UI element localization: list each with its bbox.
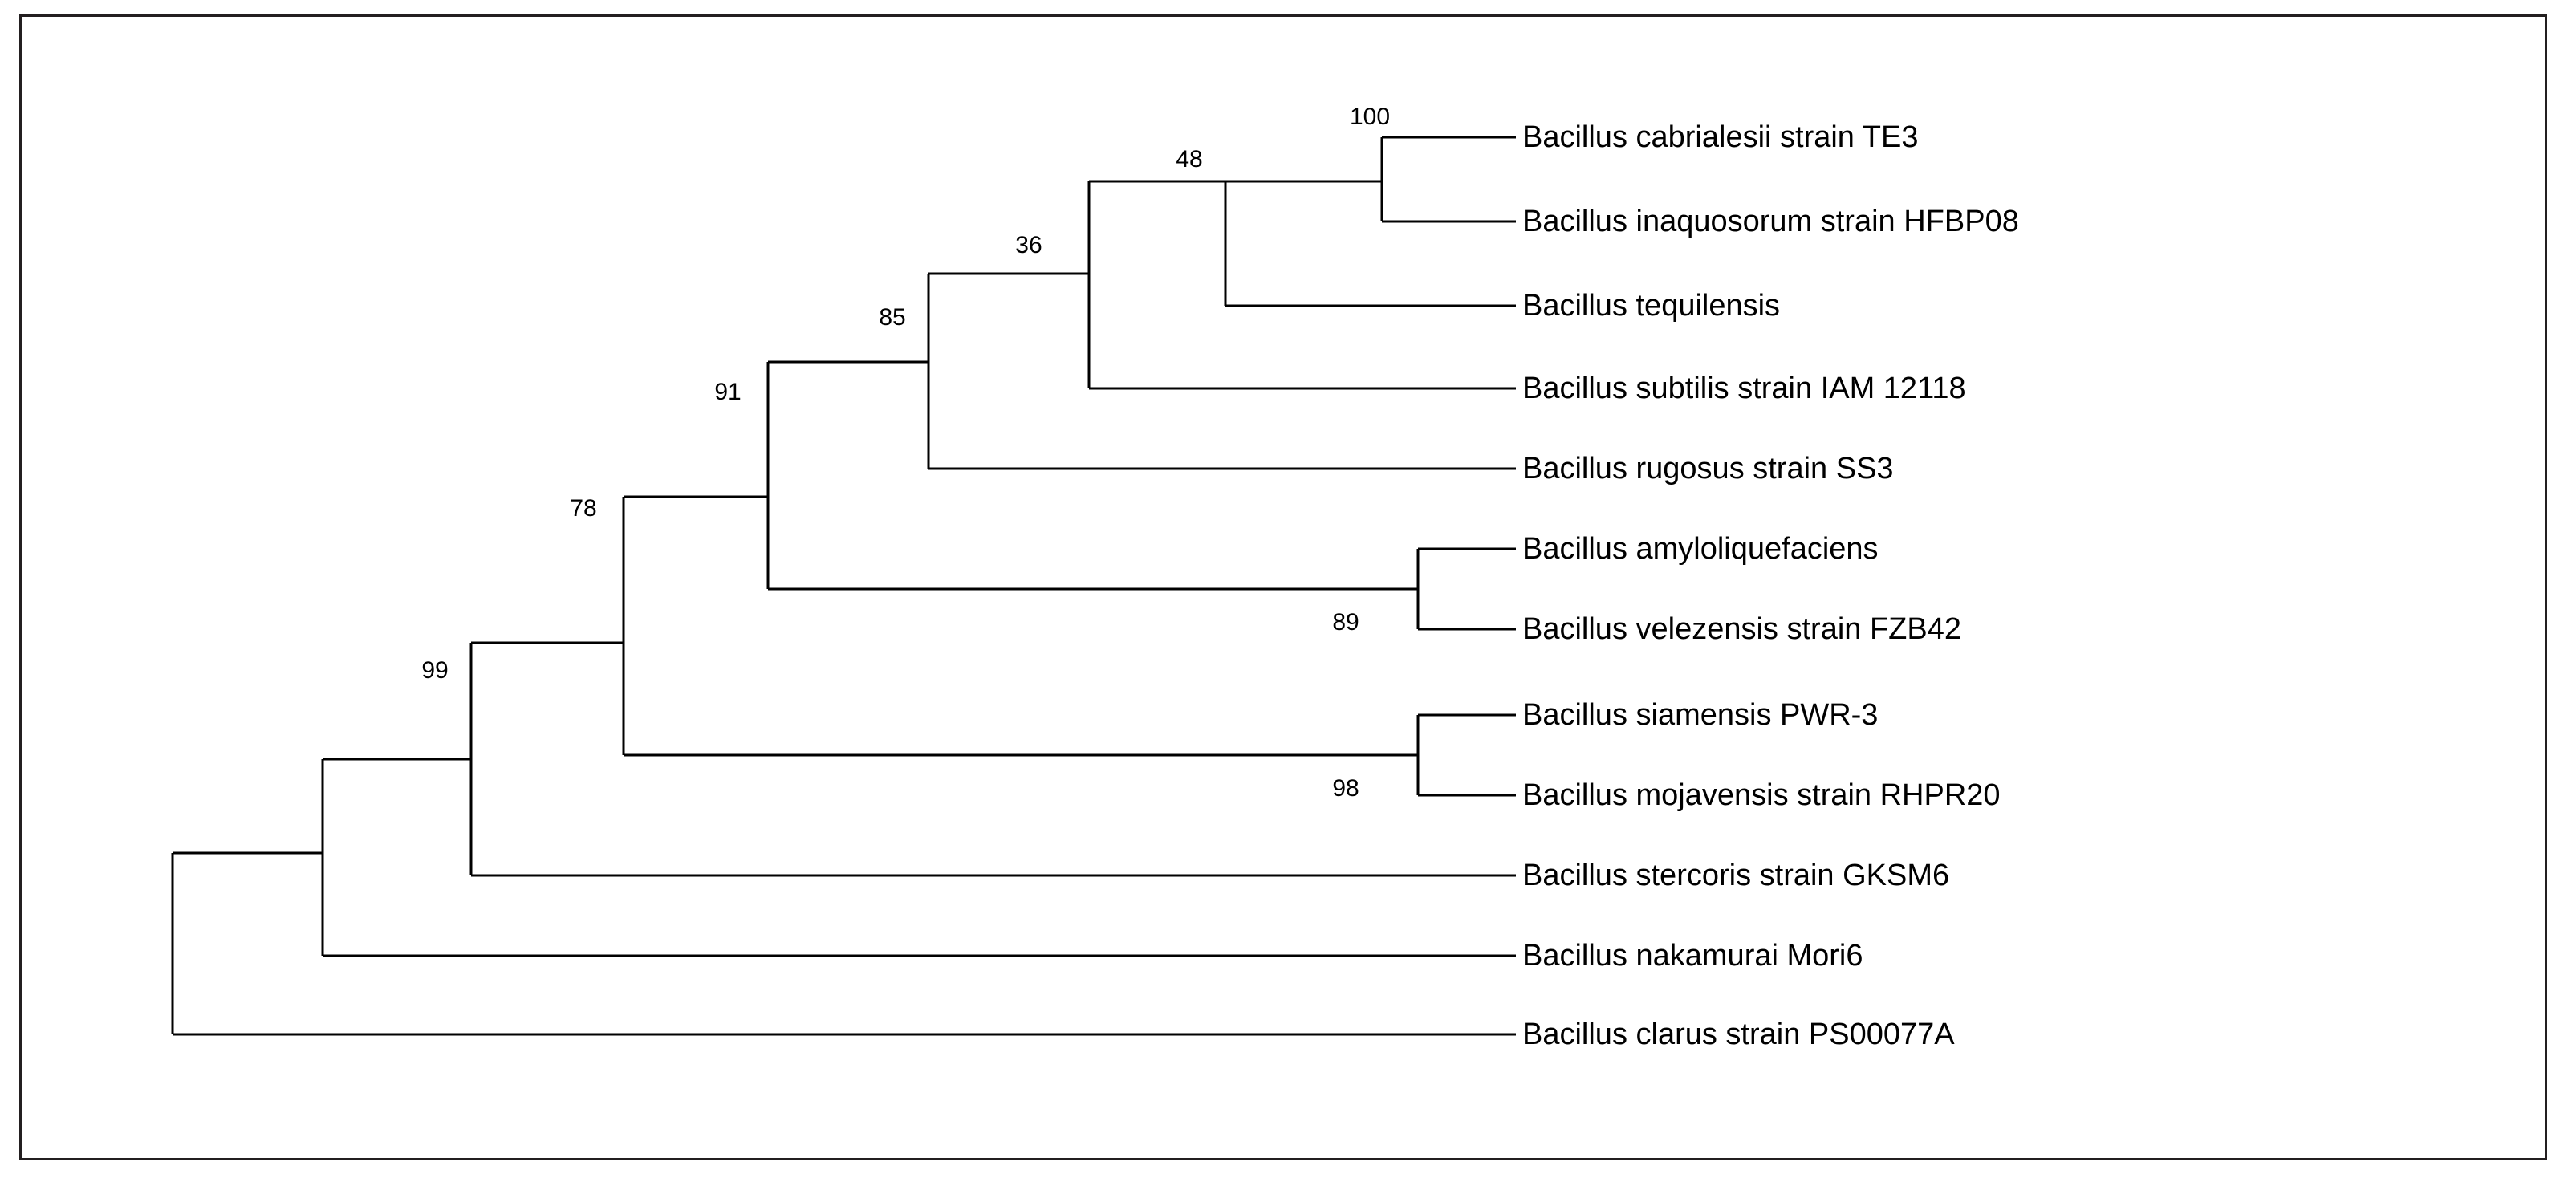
tip-label: Bacillus nakamurai Mori6: [1522, 939, 1863, 973]
bootstrap-support-value: 78: [570, 495, 597, 522]
tip-label: Bacillus tequilensis: [1522, 289, 1781, 323]
bootstrap-support-value: 85: [879, 304, 906, 331]
tip-label: Bacillus clarus strain PS00077A: [1522, 1017, 1955, 1051]
figure-border: [19, 14, 2547, 1160]
phylogenetic-tree-canvas: [22, 17, 2545, 1158]
bootstrap-support-value: 89: [1332, 609, 1359, 636]
tip-label: Bacillus stercoris strain GKSM6: [1522, 859, 1950, 892]
bootstrap-support-value: 91: [714, 379, 742, 405]
tip-label: Bacillus cabrialesii strain TE3: [1522, 120, 1919, 154]
bootstrap-support-value: 48: [1176, 146, 1203, 173]
tip-label: Bacillus siamensis PWR-3: [1522, 698, 1879, 732]
bootstrap-support-value: 98: [1332, 775, 1359, 802]
bootstrap-support-value: 36: [1015, 232, 1042, 258]
tip-label: Bacillus amyloliquefaciens: [1522, 532, 1879, 566]
tip-label: Bacillus mojavensis strain RHPR20: [1522, 778, 2001, 812]
tip-label: Bacillus velezensis strain FZB42: [1522, 612, 1961, 646]
bootstrap-support-value: 99: [421, 657, 449, 684]
tip-label: Bacillus inaquosorum strain HFBP08: [1522, 205, 2019, 238]
tree-branch-lines: [173, 137, 1516, 1034]
tip-label: Bacillus subtilis strain IAM 12118: [1522, 372, 1966, 405]
tip-label: Bacillus rugosus strain SS3: [1522, 452, 1894, 485]
bootstrap-support-value: 100: [1349, 104, 1391, 130]
